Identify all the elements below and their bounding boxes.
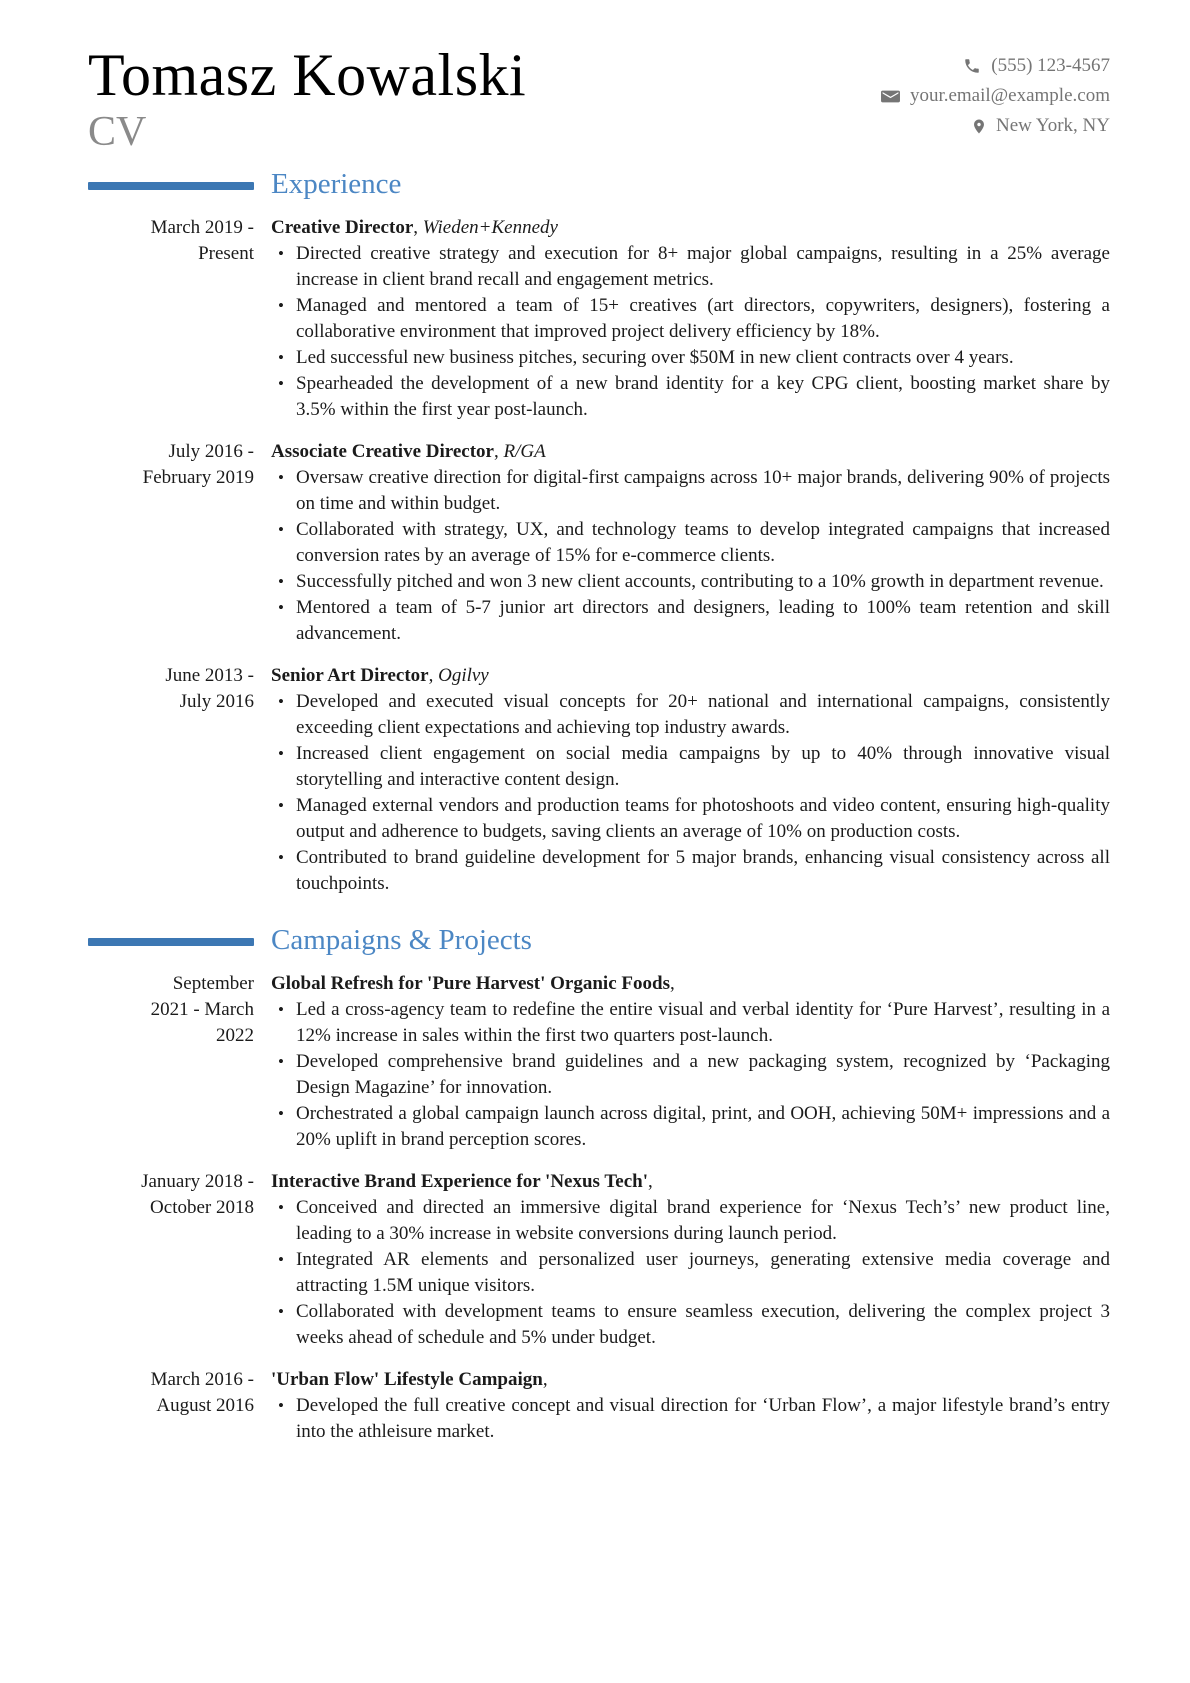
entry-title-line	[271, 215, 1110, 241]
entry-organization: Ogilvy	[438, 664, 489, 686]
cv-subtitle: CV	[88, 109, 147, 155]
entry	[88, 215, 1110, 423]
phone-icon	[963, 57, 981, 75]
entry-dates	[88, 663, 254, 897]
date-line: January 2018 -	[141, 1170, 254, 1192]
entry-title-separator: ,	[493, 440, 504, 462]
entry-bullet-list	[271, 1195, 1110, 1351]
entry-dates	[88, 1367, 254, 1445]
entry-title: Global Refresh for 'Pure Harvest' Organic Foods	[271, 972, 670, 994]
entry-organization: Wieden+Kennedy	[422, 216, 558, 238]
entry-title: 'Urban Flow' Lifestyle Campaign	[271, 1368, 543, 1390]
entry	[88, 1169, 1110, 1351]
date-line: July 2016	[179, 690, 254, 712]
entry	[88, 971, 1110, 1153]
bullet-item: • Developed and executed visual concepts for 20+ national and international campaigns, consistently exceeding client expectations and achieving top industry awards.	[271, 689, 1110, 741]
bullet-item: • Collaborated with development teams to ensure seamless execution, delivering the complex project 3 weeks ahead of schedule and 5% under budget.	[271, 1299, 1110, 1351]
bullet-item: • Developed the full creative concept and visual direction for ‘Urban Flow’, a major lifestyle brand’s entry into the athleisure market.	[271, 1393, 1110, 1445]
location-line	[972, 115, 1110, 137]
entry-dates	[88, 1169, 254, 1351]
entry-dates	[88, 215, 254, 423]
cv-header	[88, 42, 1110, 155]
entry-title: Interactive Brand Experience for 'Nexus Tech'	[271, 1170, 648, 1192]
entry-title-separator: ,	[542, 1368, 548, 1390]
entry-content	[271, 1367, 1110, 1445]
entry-title-line	[271, 971, 1110, 997]
bullet-item: • Conceived and directed an immersive digital brand experience for ‘Nexus Tech’s’ new product line, leading to a 30% increase in website conversions during launch period.	[271, 1195, 1110, 1247]
bullet-item: • Orchestrated a global campaign launch across digital, print, and OOH, achieving 50M+ impressions and a 20% uplift in brand perception scores.	[271, 1101, 1110, 1153]
date-line: September	[172, 972, 254, 994]
bullet-item: • Integrated AR elements and personalized user journeys, generating extensive media coverage and attracting 1.5M unique visitors.	[271, 1247, 1110, 1299]
entry-dates	[88, 439, 254, 647]
entry-bullet-list	[271, 465, 1110, 647]
section-rule-bar	[88, 182, 254, 190]
person-name: Tomasz Kowalski	[88, 42, 527, 108]
entry-title-separator: ,	[669, 972, 675, 994]
entry-organization: R/GA	[503, 440, 546, 462]
bullet-item: • Increased client engagement on social media campaigns by up to 40% through innovative visual storytelling and interactive content design.	[271, 741, 1110, 793]
entry-title: Senior Art Director	[271, 664, 429, 686]
bullet-item: • Led a cross-agency team to redefine the entire visual and verbal identity for ‘Pure Harvest’, resulting in a 12% increase in sales within the first two quarters post-launch.	[271, 997, 1110, 1049]
entry-title-separator: ,	[647, 1170, 653, 1192]
date-line: August 2016	[156, 1394, 254, 1416]
entry-bullet-list	[271, 689, 1110, 897]
entry-title-separator: ,	[428, 664, 439, 686]
date-line: February 2019	[142, 466, 254, 488]
entry-title-line	[271, 1367, 1110, 1393]
bullet-item: • Spearheaded the development of a new brand identity for a key CPG client, boosting market share by 3.5% within the first year post-launch.	[271, 371, 1110, 423]
date-line: June 2013 -	[165, 664, 254, 686]
bullet-item: • Developed comprehensive brand guidelines and a new packaging system, recognized by ‘Packaging Design Magazine’ for innovation.	[271, 1049, 1110, 1101]
section-title: Experience	[271, 168, 402, 200]
location-text: New York, NY	[995, 115, 1110, 136]
date-line: October 2018	[150, 1196, 254, 1218]
section-header	[88, 169, 1110, 201]
entry-content	[271, 663, 1110, 897]
location-pin-icon	[972, 117, 986, 136]
section-rule-bar	[88, 938, 254, 946]
date-line: Present	[198, 242, 254, 264]
entry-content	[271, 215, 1110, 423]
bullet-item: • Led successful new business pitches, securing over $50M in new client contracts over 4 years.	[271, 345, 1110, 371]
bullet-item: • Directed creative strategy and execution for 8+ major global campaigns, resulting in a 25% average increase in client brand recall and engagement metrics.	[271, 241, 1110, 293]
entry-bullet-list	[271, 241, 1110, 423]
entry-title-line	[271, 1169, 1110, 1195]
entry-content	[271, 1169, 1110, 1351]
entry	[88, 439, 1110, 647]
cv-body	[88, 169, 1110, 1445]
bullet-item: • Mentored a team of 5-7 junior art directors and designers, leading to 100% team retention and skill advancement.	[271, 595, 1110, 647]
bullet-item: • Successfully pitched and won 3 new client accounts, contributing to a 10% growth in department revenue.	[271, 569, 1110, 595]
entry-content	[271, 971, 1110, 1153]
phone-number: (555) 123-4567	[991, 55, 1110, 76]
entry	[88, 663, 1110, 897]
entry-title: Creative Director	[271, 216, 414, 238]
entry-title-line	[271, 663, 1110, 689]
email-icon	[881, 89, 900, 104]
phone-line	[963, 55, 1110, 77]
email-line	[881, 85, 1110, 107]
entry-dates	[88, 971, 254, 1153]
contact-info	[881, 55, 1110, 137]
section	[88, 169, 1110, 897]
date-line: March 2016 -	[150, 1368, 254, 1390]
section	[88, 925, 1110, 1445]
bullet-item: • Managed and mentored a team of 15+ creatives (art directors, copywriters, designers), fostering a collaborative environment that improved project delivery efficiency by 18%.	[271, 293, 1110, 345]
entry-content	[271, 439, 1110, 647]
section-entries	[88, 215, 1110, 897]
bullet-item: • Collaborated with strategy, UX, and technology teams to develop integrated campaigns that increased conversion rates by an average of 15% for e-commerce clients.	[271, 517, 1110, 569]
date-line: March 2019 -	[150, 216, 254, 238]
entry-bullet-list	[271, 997, 1110, 1153]
entry-title: Associate Creative Director	[271, 440, 494, 462]
bullet-item: • Managed external vendors and production teams for photoshoots and video content, ensuring high-quality output and adherence to budgets, saving clients an average of 10% on production costs.	[271, 793, 1110, 845]
entry-title-separator: ,	[413, 216, 423, 238]
identity-block	[88, 42, 527, 155]
entry-title-line	[271, 439, 1110, 465]
bullet-item: • Contributed to brand guideline development for 5 major brands, enhancing visual consistency across all touchpoints.	[271, 845, 1110, 897]
entry	[88, 1367, 1110, 1445]
date-line: 2021 - March	[150, 998, 254, 1020]
date-line: 2022	[216, 1024, 254, 1046]
bullet-item: • Oversaw creative direction for digital-first campaigns across 10+ major brands, delivering 90% of projects on time and within budget.	[271, 465, 1110, 517]
date-line: July 2016 -	[168, 440, 254, 462]
email-address: your.email@example.com	[909, 85, 1110, 106]
entry-bullet-list	[271, 1393, 1110, 1445]
section-title: Campaigns & Projects	[271, 923, 532, 956]
section-entries	[88, 971, 1110, 1445]
section-header	[88, 925, 1110, 957]
